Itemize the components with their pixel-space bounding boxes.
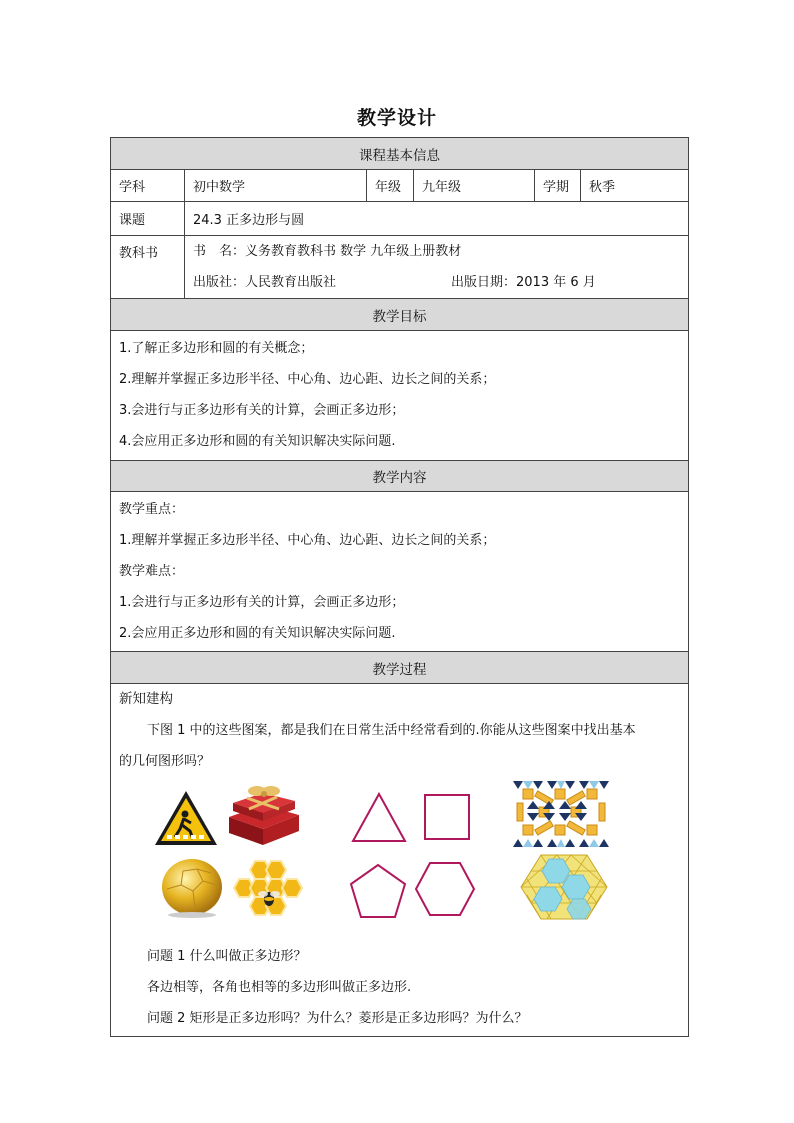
- key-point-item: 1.理解并掌握正多边形半径、中心角、边心距、边长之间的关系；: [119, 533, 496, 548]
- pedestrian-sign-image: [153, 789, 219, 847]
- subject-value: 初中数学: [185, 170, 367, 202]
- hexagon-shape: [413, 859, 477, 919]
- process-heading: 新知建构: [119, 691, 173, 707]
- document-title: 教学设计: [356, 107, 437, 129]
- objective-item: 2.理解并掌握正多边形半径、中心角、边心距、边长之间的关系；: [119, 372, 496, 387]
- answer-1: 各边相等，各角也相等的多边形叫做正多边形.: [147, 980, 412, 995]
- textbook-label: 教科书: [111, 236, 185, 299]
- gift-box-image: [223, 779, 303, 847]
- pentagon-shape: [347, 861, 409, 921]
- triangle-shape: [349, 791, 409, 847]
- honeycomb-image: [233, 859, 305, 919]
- lesson-plan-table: [110, 137, 689, 1037]
- objective-item: 4.会应用正多边形和圆的有关知识解决实际问题.: [119, 434, 396, 449]
- grade-value: 九年级: [414, 170, 535, 202]
- figure-1-gallery: [119, 777, 680, 937]
- intro-text: 下图 1 中的这些图案，都是我们在日常生活中经常看到的.你能从这些图案中找出基本: [147, 723, 636, 738]
- section-basic-info: 课程基本信息: [111, 138, 689, 170]
- textbook-publisher: 出版社：人民教育出版社: [193, 275, 337, 290]
- intro-text-cont: 的几何图形吗？: [119, 754, 211, 769]
- grade-label: 年级: [367, 170, 414, 202]
- question-1: 问题 1 什么叫做正多边形？: [147, 949, 307, 964]
- textbook-publisher-row: [193, 267, 680, 298]
- key-points-label: 教学重点：: [119, 502, 185, 517]
- textbook-pub-date: 出版日期：2013 年 6 月: [451, 275, 596, 290]
- topic-label: 课题: [111, 202, 185, 236]
- term-value: 秋季: [581, 170, 689, 202]
- question-2: 问题 2 矩形是正多边形吗？为什么？菱形是正多边形吗？为什么？: [147, 1011, 528, 1026]
- difficult-point-item: 2.会应用正多边形和圆的有关知识解决实际问题.: [119, 626, 396, 641]
- gold-ball-image: [159, 857, 225, 919]
- subject-label: 学科: [111, 170, 185, 202]
- term-label: 学期: [535, 170, 581, 202]
- textbook-name: 书 名：义务教育教科书 数学 九年级上册教材: [193, 244, 462, 259]
- difficult-point-item: 1.会进行与正多边形有关的计算，会画正多边形；: [119, 595, 405, 610]
- difficult-points-label: 教学难点：: [119, 564, 185, 579]
- section-objectives: 教学目标: [111, 299, 689, 331]
- section-process: 教学过程: [111, 652, 689, 684]
- objective-item: 3.会进行与正多边形有关的计算，会画正多边形；: [119, 403, 405, 418]
- triangle-tiling-image: [519, 853, 609, 921]
- tiling-pattern-image: [513, 781, 609, 847]
- topic-value: 24.3 正多边形与圆: [185, 202, 689, 236]
- objective-item: 1.了解正多边形和圆的有关概念；: [119, 341, 314, 356]
- section-content: 教学内容: [111, 461, 689, 492]
- square-shape: [421, 789, 473, 841]
